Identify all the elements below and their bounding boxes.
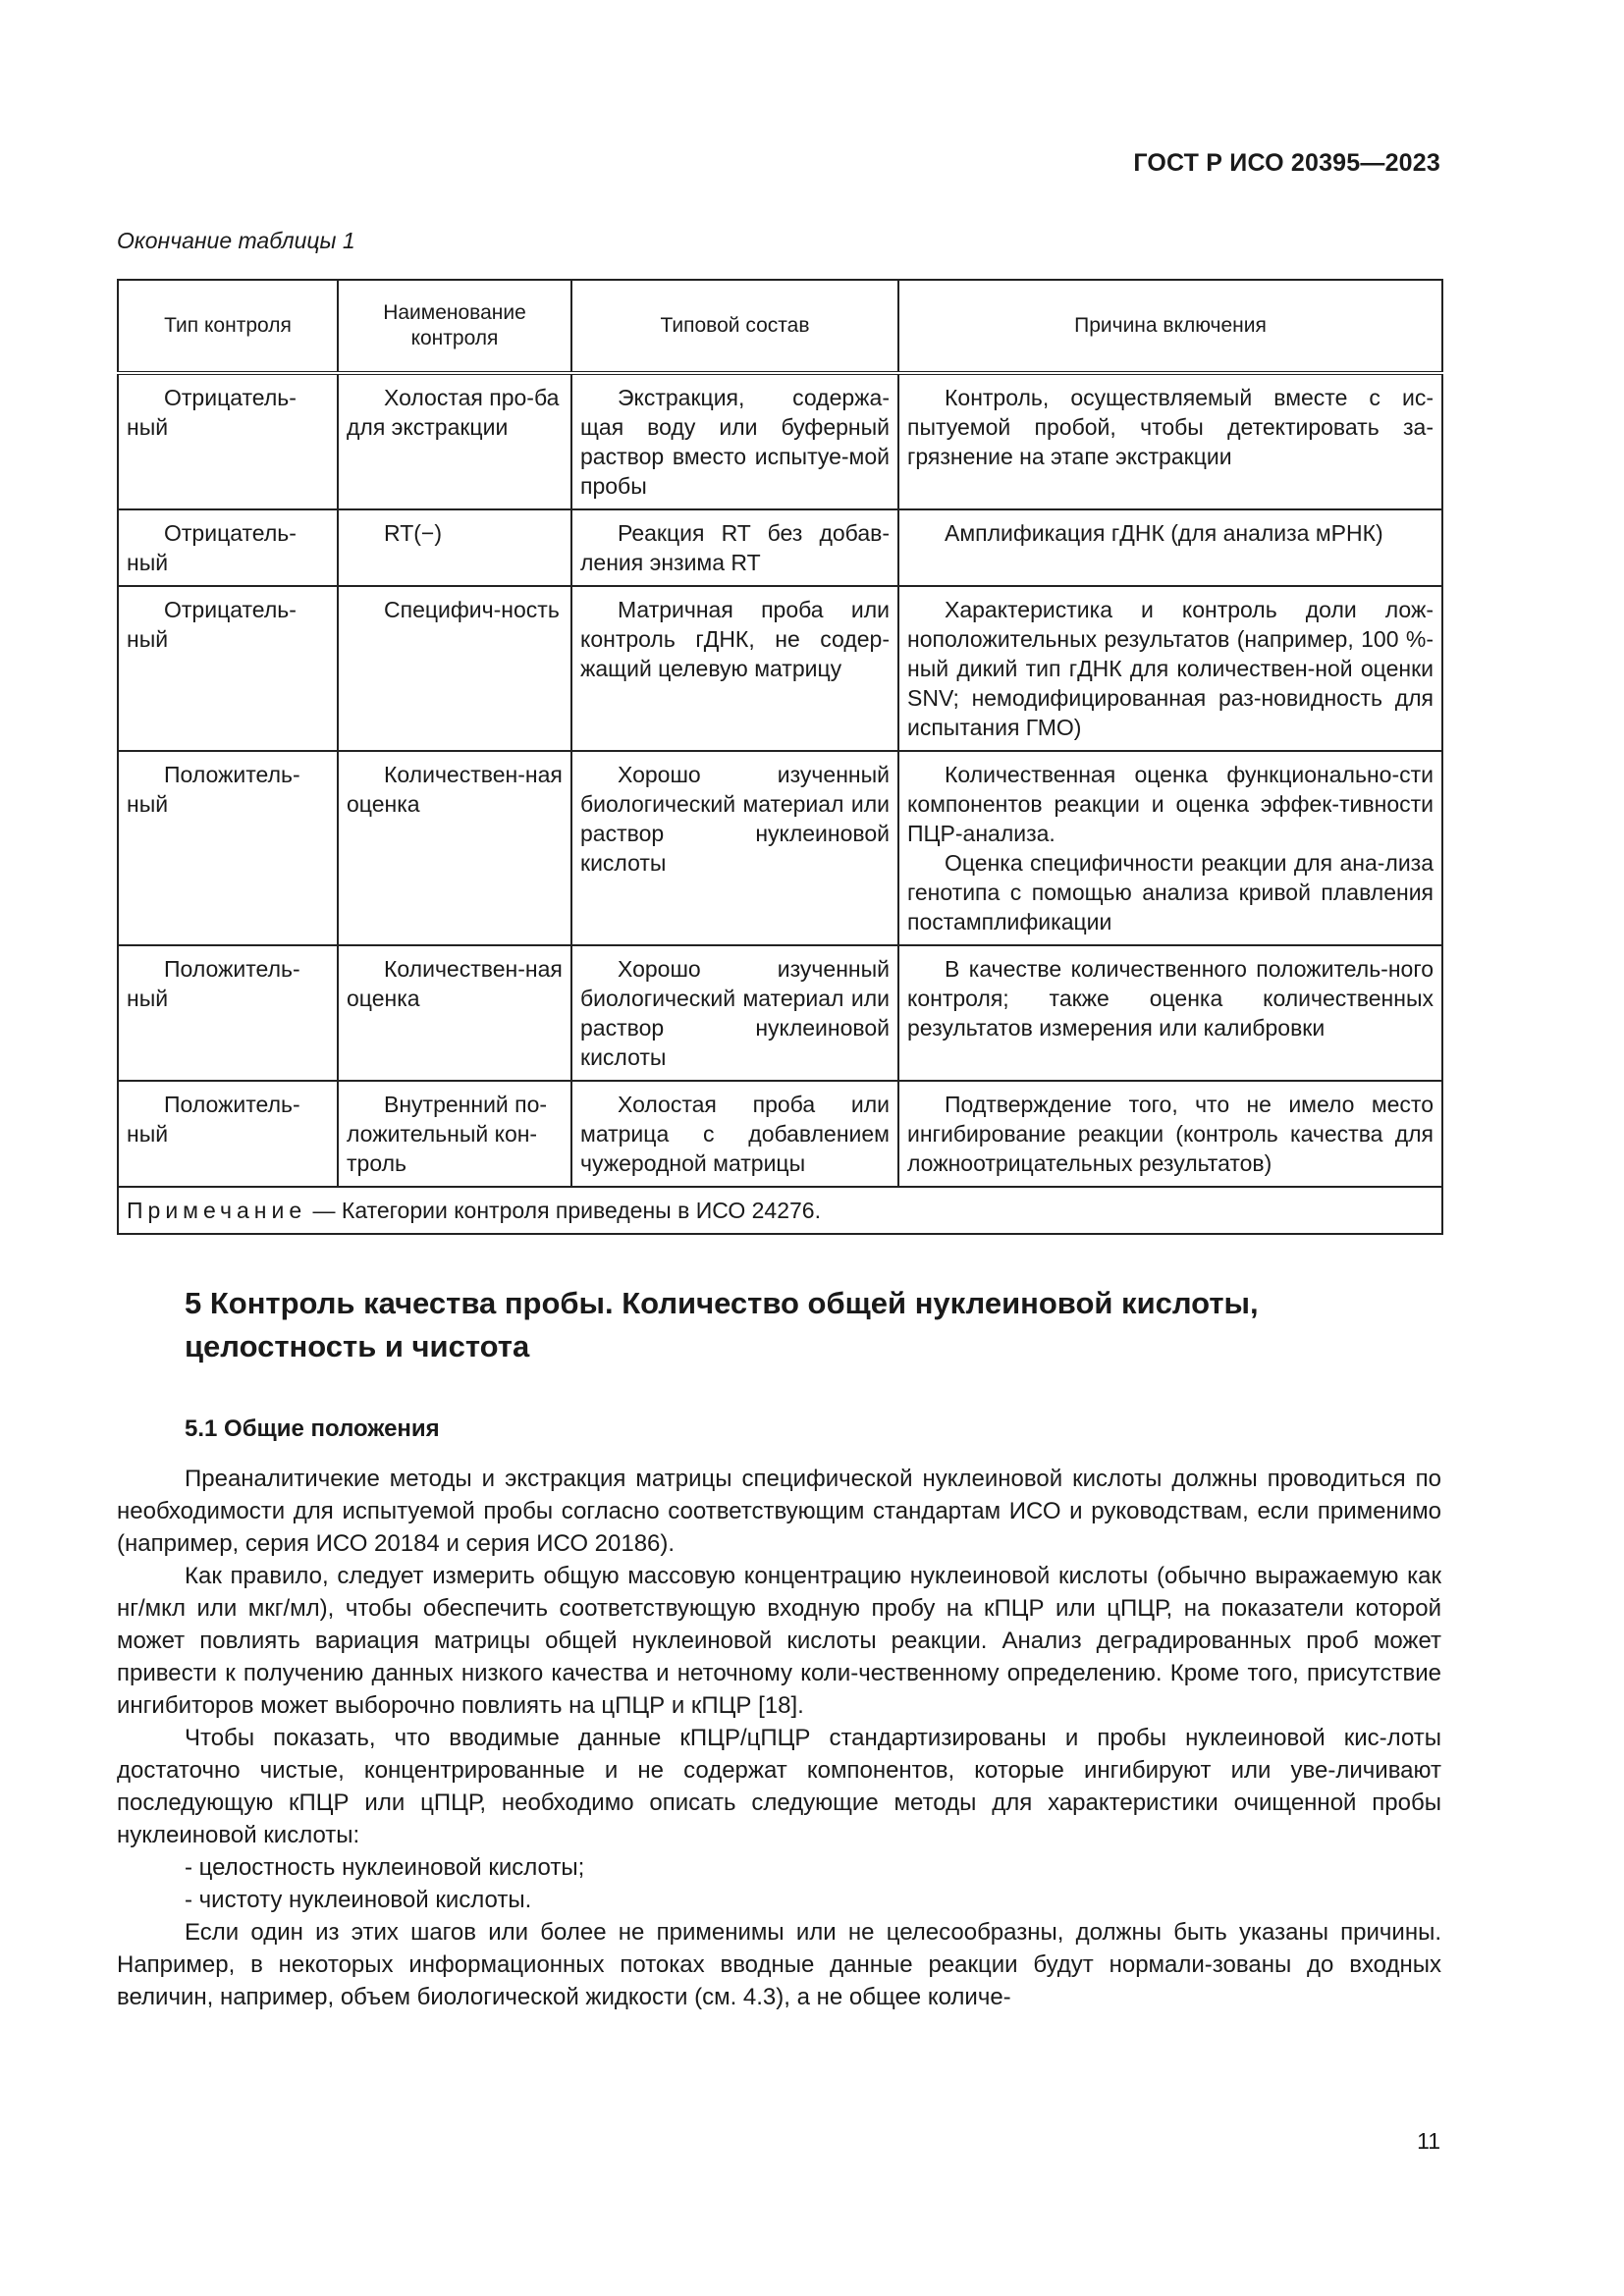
table-row (118, 1081, 1442, 1187)
table-row (118, 586, 1442, 751)
control-types-table (117, 279, 1443, 1235)
cell-control-type: Положитель-ный (118, 751, 338, 945)
column-header-type: Тип контроля (118, 280, 338, 373)
cell-control-name: Количествен-ная оценка (338, 751, 571, 945)
column-header-composition: Типовой состав (571, 280, 898, 373)
table-header-row (118, 280, 1442, 373)
cell-control-name: Холостая про-ба для экстракции (338, 373, 571, 509)
cell-control-name: Внутренний по-ложительный кон-троль (338, 1081, 571, 1187)
table-note (118, 1187, 1442, 1234)
cell-control-type: Отрицатель-ный (118, 509, 338, 586)
body-paragraph: Если один из этих шагов или более не применимы или не целесообразны, должны быть указаны причины. Например, в некоторых информационных потоках вводные данные реакции будут нормали-зованы до входных величин, например, объем биологической жидкости (см. 4.3), а не общее количе- (117, 1919, 1441, 2010)
cell-reason: Характеристика и контроль доли лож-ноположительных результатов (например, 100 %-ный дикий тип гДНК для количествен-ной оценки SNV; немодифицированная раз-новидность для испытания ГМО) (898, 586, 1442, 751)
cell-control-type: Отрицатель-ный (118, 373, 338, 509)
cell-reason: Подтверждение того, что не имело место ингибирование реакции (контроль качества для ложноотрицательных результатов) (898, 1081, 1442, 1187)
cell-composition: Хорошо изученный биологический материал или раствор нуклеиновой кислоты (571, 751, 898, 945)
table-note-text: — Категории контроля приведены в ИСО 24276. (306, 1198, 821, 1223)
cell-control-type: Отрицатель-ный (118, 586, 338, 751)
body-paragraph: Преаналитичекие методы и экстракция матрицы специфической нуклеиновой кислоты должны проводиться по необходимости для испытуемой пробы согласно соответствующим стандартам ИСО и руководствам, если применимо (например, серия ИСО 20184 и серия ИСО 20186). (117, 1466, 1441, 1557)
table-row (118, 373, 1442, 509)
cell-composition: Матричная проба или контроль гДНК, не содер-жащий целевую матрицу (571, 586, 898, 751)
page-number: 11 (1417, 2128, 1440, 2154)
table-row (118, 945, 1442, 1081)
section-body (117, 1463, 1441, 2013)
table-caption: Окончание таблицы 1 (117, 228, 355, 253)
column-header-name: Наименование контроля (338, 280, 571, 373)
table-row (118, 509, 1442, 586)
table-note-row (118, 1187, 1442, 1234)
cell-composition: Экстракция, содержа-щая воду или буферный раствор вместо испытуе-мой пробы (571, 373, 898, 509)
cell-control-type: Положитель-ный (118, 945, 338, 1081)
cell-control-name: Специфич-ность (338, 586, 571, 751)
cell-composition: Холостая проба или матрица с добавлением чужеродной матрицы (571, 1081, 898, 1187)
cell-composition: Хорошо изученный биологический материал или раствор нуклеиновой кислоты (571, 945, 898, 1081)
section-title: 5 Контроль качества пробы. Количество общей нуклеиновой кислоты, целостность и чистота (185, 1286, 1259, 1363)
subsection-title: 5.1 Общие положения (185, 1415, 440, 1442)
body-paragraph: Чтобы показать, что вводимые данные кПЦР/цПЦР стандартизированы и пробы нуклеиновой кис-лоты достаточно чистые, концентрированные и не содержат компонентов, которые ингибируют или уве-личивают последующую кПЦР или цПЦР, необходимо описать следующие методы для характеристики очищенной пробы нуклеиновой кислоты: (117, 1725, 1441, 1848)
table-row (118, 751, 1442, 945)
column-header-reason: Причина включения (898, 280, 1442, 373)
cell-control-type: Положитель-ный (118, 1081, 338, 1187)
cell-reason-paragraph: Количественная оценка функционально-сти компонентов реакции и оценка эффек-тивности ПЦР-анализа. (907, 762, 1434, 846)
list-item: - целостность нуклеиновой кислоты; (185, 1854, 585, 1881)
list-item: - чистоту нуклеиновой кислоты. (185, 1887, 532, 1913)
cell-control-name: RT(−) (338, 509, 571, 586)
cell-reason: Контроль, осуществляемый вместе с ис-пытуемой пробой, чтобы детектировать за-грязнение на этапе экстракции (898, 373, 1442, 509)
cell-reason (898, 751, 1442, 945)
document-code: ГОСТ Р ИСО 20395—2023 (1133, 149, 1440, 177)
cell-control-name: Количествен-ная оценка (338, 945, 571, 1081)
cell-reason: В качестве количественного положитель-ного контроля; также оценка количественных результатов измерения или калибровки (898, 945, 1442, 1081)
cell-composition: Реакция RT без добав-ления энзима RT (571, 509, 898, 586)
cell-reason-paragraph-extra: Оценка специфичности реакции для ана-лиза генотипа с помощью анализа кривой плавления постамплификации (907, 850, 1434, 934)
body-paragraph: Как правило, следует измерить общую массовую концентрацию нуклеиновой кислоты (обычно выражаемую как нг/мкл или мкг/мл), чтобы обеспечить соответствующую входную пробу на кПЦР или цПЦР, на показатели которой может повлиять вариация матрицы общей нуклеиновой кислоты реакции. Анализ деградированных проб может привести к получению данных низкого качества и неточному коли-чественному определению. Кроме того, присутствие ингибиторов может выборочно повлиять на цПЦР и кПЦР [18]. (117, 1563, 1441, 1719)
cell-reason: Амплификация гДНК (для анализа мРНК) (898, 509, 1442, 586)
table-note-label: Примечание (127, 1198, 307, 1223)
